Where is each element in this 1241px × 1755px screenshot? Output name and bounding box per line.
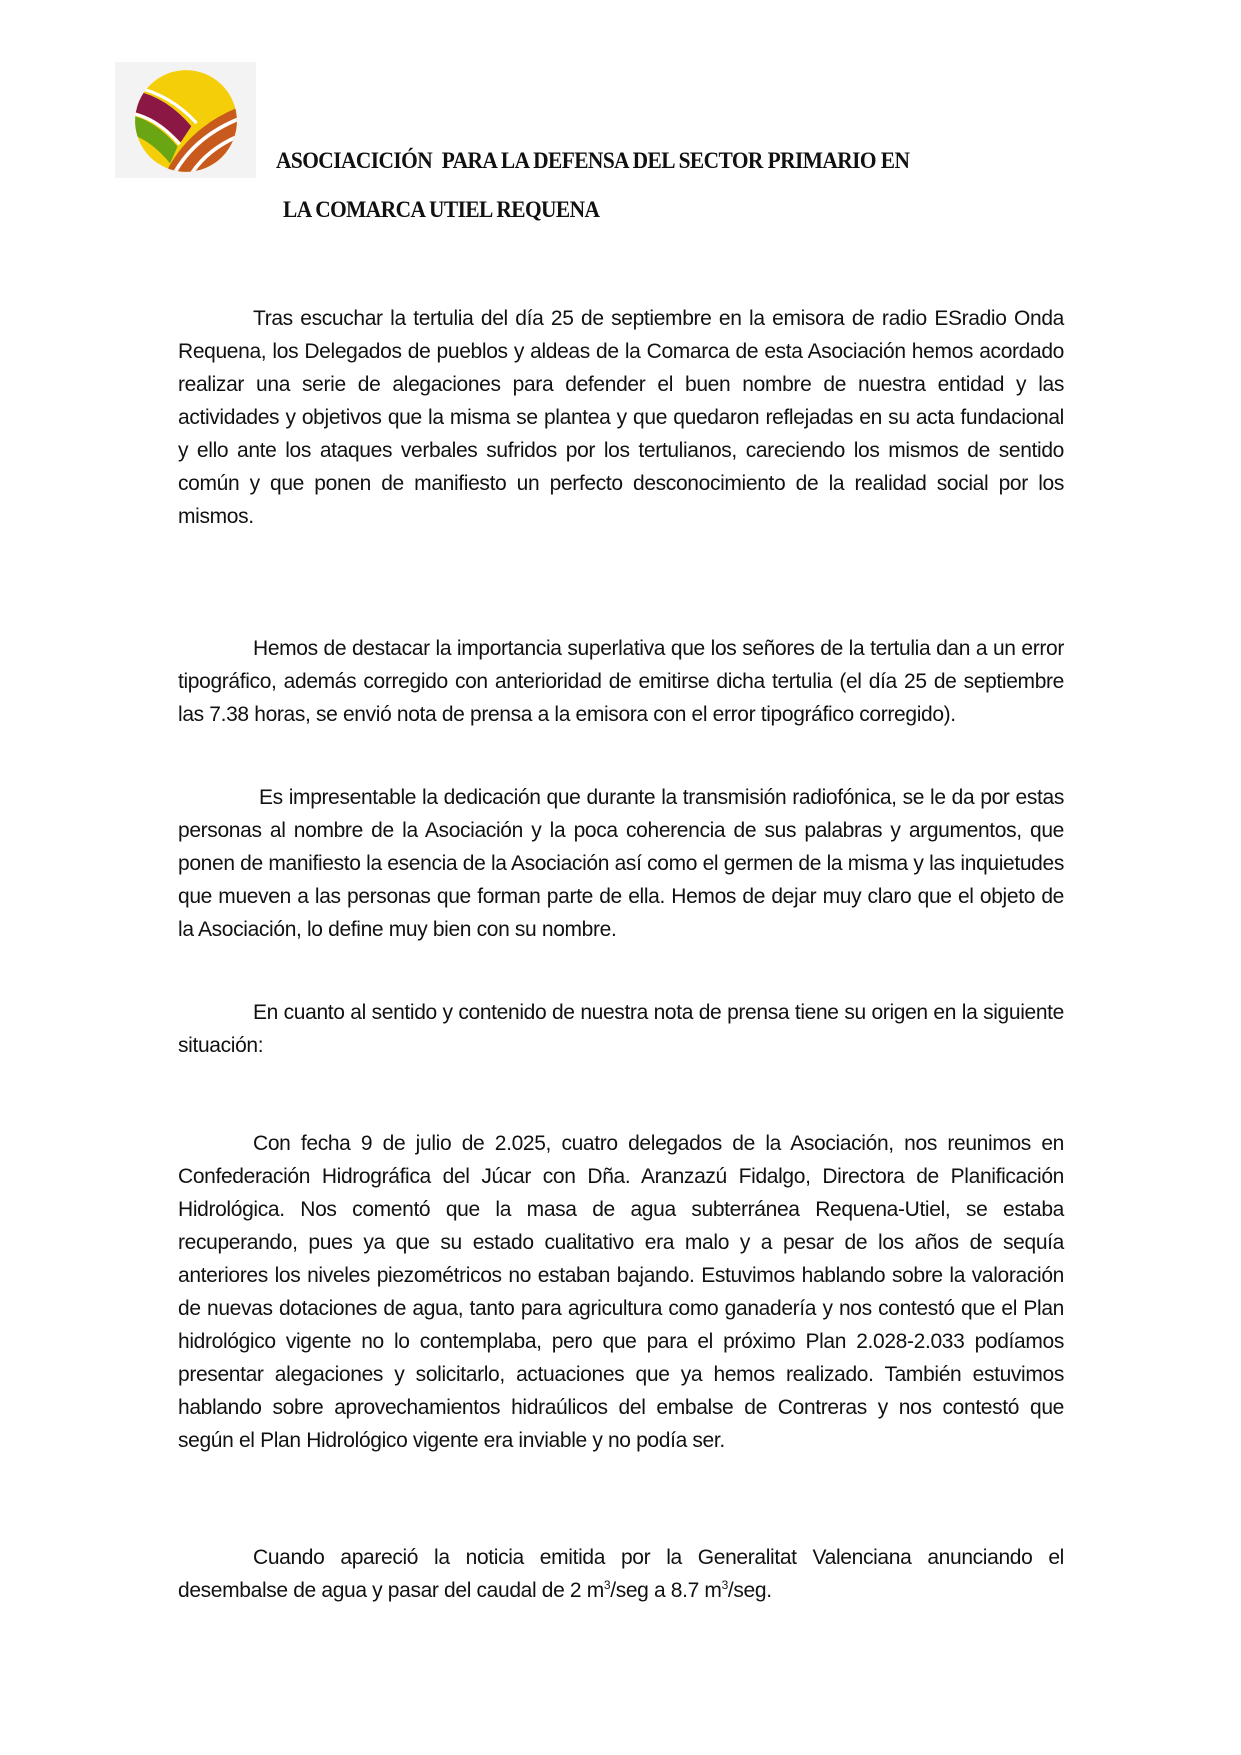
association-logo <box>115 62 256 178</box>
association-title-line-1: ASOCIACICIÓN PARA LA DEFENSA DEL SECTOR PRIMARIO EN <box>276 148 910 173</box>
association-title-line-2: LA COMARCA UTIEL REQUENA <box>283 197 600 222</box>
paragraph-generalitat-news <box>178 1541 1064 1607</box>
superscript-cubic: 3 <box>721 1578 728 1592</box>
paragraph-press-note-origin <box>178 996 1064 1062</box>
paragraph-radio-tertulia <box>178 302 1064 533</box>
paragraph-text: Con fecha 9 de julio de 2.025, cuatro delegados de la Asociación, nos reunimos en Confederación Hidrográfica del Júcar con Dña. Aranzazú Fidalgo, Directora de Planificación Hidrológica. Nos comentó que la masa de agua subterránea Requena-Utiel, se estaba recuperando, pues ya que su estado cualitativo era malo y a pesar de los años de sequía anteriores los niveles piezométricos no estaban bajando. Estuvimos hablando sobre la valoración de nuevas dotaciones de agua, tanto para agricultura como ganadería y nos contestó que el Plan hidrológico vigente no lo contemplaba, pero que para el próximo Plan 2.028-2.033 podíamos presentar alegaciones y solicitarlo, actuaciones que ya hemos realizado. También estuvimos hablando sobre aprovechamientos hidraúlicos del embalse de Contreras y nos contestó que según el Plan Hidrológico vigente era inviable y no podía ser. <box>178 1132 1064 1452</box>
paragraph-text: Es impresentable la dedicación que durante la transmisión radiofónica, se le da por estas personas al nombre de la Asociación y la poca coherencia de sus palabras y argumentos, que ponen de manifiesto la esencia de la Asociación así como el germen de la misma y las inquietudes que mueven a las personas que forman parte de ella. Hemos de dejar muy claro que el objeto de la Asociación, lo define muy bien con su nombre. <box>178 786 1070 941</box>
text-after: /seg. <box>727 1579 772 1602</box>
superscript-cubic: 3 <box>603 1578 611 1592</box>
paragraph-impresentable <box>178 781 1070 946</box>
paragraph-text <box>178 1541 1064 1607</box>
paragraph-typographic-error <box>178 632 1064 731</box>
paragraph-text: Hemos de destacar la importancia superlativa que los señores de la tertulia dan a un error tipográfico, además corregido con anterioridad de emitirse dicha tertulia (el día 25 de septiembre las 7.38 horas, se envió nota de prensa a la emisora con el error tipográfico corregido). <box>178 637 1064 726</box>
text-before: Cuando apareció la noticia emitida por la Generalitat Valenciana anunciando el desembalse de agua y pasar del caudal de 2 m <box>178 1546 1064 1602</box>
sunrise-fields-logo-icon <box>133 68 239 174</box>
paragraph-meeting-chj <box>178 1127 1064 1457</box>
paragraph-text: En cuanto al sentido y contenido de nuestra nota de prensa tiene su origen en la siguiente situación: <box>178 1001 1064 1057</box>
paragraph-text: Tras escuchar la tertulia del día 25 de septiembre en la emisora de radio ESradio Onda Requena, los Delegados de pueblos y aldeas de la Comarca de esta Asociación hemos acordado realizar una serie de alegaciones para defender el buen nombre de nuestra entidad y las actividades y objetivos que la misma se plantea y que quedaron reflejadas en su acta fundacional y ello ante los ataques verbales sufridos por los tertulianos, careciendo los mismos de sentido común y que ponen de manifiesto un perfecto desconocimiento de la realidad social por los mismos. <box>178 307 1064 528</box>
text-middle: /seg a 8.7 m <box>610 1579 722 1602</box>
